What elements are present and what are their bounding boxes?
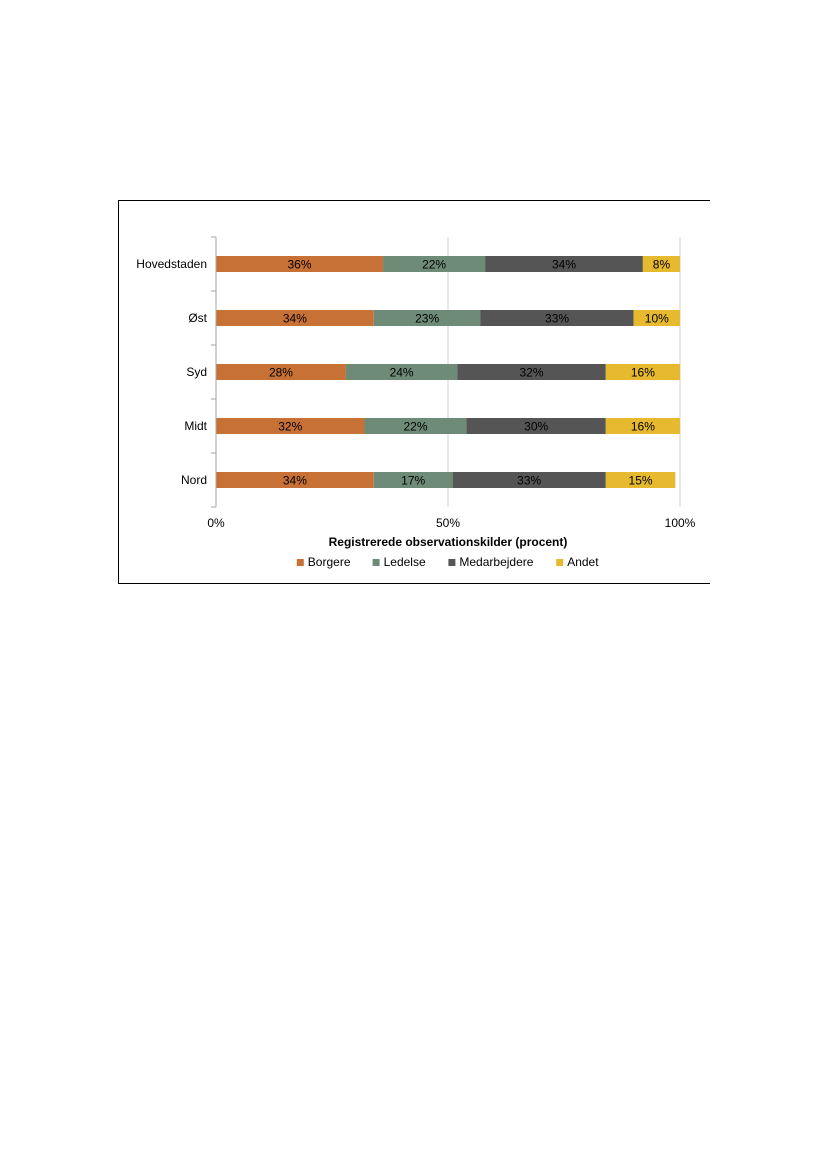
data-label: 34% [282,311,307,326]
category-label: Syd [186,365,207,379]
legend-swatch [556,559,563,566]
legend-swatch [297,559,304,566]
legend-label: Medarbejdere [459,555,534,569]
category-label: Midt [184,419,207,433]
x-tick-label: 100% [664,516,696,530]
data-label: 23% [415,311,440,326]
legend-label: Borgere [307,555,351,569]
data-label: 33% [545,311,570,326]
chart-frame [118,200,710,584]
data-label: 16% [630,365,655,380]
legend-swatch [448,559,455,566]
data-label: 8% [652,257,671,272]
data-label: 16% [630,419,655,434]
legend-swatch [373,559,380,566]
legend-label: Andet [567,555,599,569]
data-label: 34% [282,473,307,488]
data-label: 32% [519,365,544,380]
x-tick-label: 50% [435,516,461,530]
data-label: 36% [287,257,312,272]
data-label: 22% [422,257,447,272]
category-label: Nord [180,473,207,487]
data-label: 33% [517,473,542,488]
data-label: 30% [524,419,549,434]
data-label: 10% [644,311,669,326]
x-axis-title: Registrerede observationskilder (procent) [328,535,568,549]
category-label: Hovedstaden [136,257,207,271]
stacked-bar-chart [119,201,711,585]
data-label: 24% [389,365,414,380]
x-tick-label: 0% [207,516,225,530]
data-label: 22% [403,419,428,434]
data-label: 15% [628,473,653,488]
data-label: 34% [551,257,577,272]
data-label: 17% [401,473,426,488]
data-label: 28% [268,365,293,380]
data-label: 32% [278,419,303,434]
legend-label: Ledelse [383,555,426,569]
category-label: Øst [188,311,207,325]
